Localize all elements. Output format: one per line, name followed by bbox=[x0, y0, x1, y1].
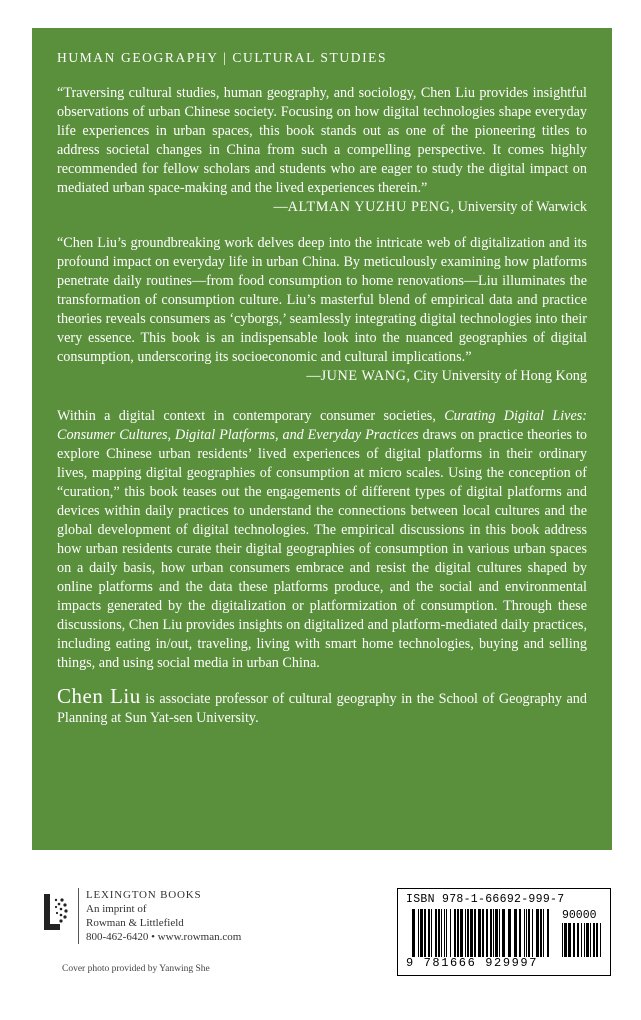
photo-credit: Cover photo provided by Yanwing She bbox=[62, 964, 210, 974]
endorser-name: ALTMAN YUZHU PENG bbox=[287, 199, 451, 215]
publisher-logo-icon bbox=[40, 888, 70, 938]
publisher-info bbox=[78, 888, 241, 944]
publisher-contact: 800-462-6420 • www.rowman.com bbox=[86, 931, 242, 943]
publisher-block bbox=[40, 888, 241, 950]
category-label: HUMAN GEOGRAPHY | CULTURAL STUDIES bbox=[57, 50, 388, 65]
endorser-affiliation: , University of Warwick bbox=[450, 199, 587, 215]
endorsement-1: “Traversing cultural studies, human geography, and sociology, Chen Liu provides insightful observations of urban Chinese society. Focusing on how digital technologies shape everyday life experiences in urban spaces, this book stands out as one of the pioneering titles to address societal changes in China from such a compelling perspective. It comes highly recommended for fellow scholars and students who are eager to study the digital impact on mediated urban space-making and the lived experiences therein.” bbox=[57, 85, 587, 196]
price-code-bars bbox=[562, 923, 604, 957]
price-code: 90000 bbox=[562, 909, 597, 922]
author-bio: Chen Liu is associate professor of cultural geography in the School of Geography and Planning at Sun Yat-sen University. bbox=[57, 684, 587, 726]
endorsement-2-attribution: —JUNE WANG, City University of Hong Kong bbox=[306, 368, 587, 384]
endorsement-1-attribution: —ALTMAN YUZHU PENG, University of Warwick bbox=[273, 199, 587, 215]
publisher-parent: Rowman & Littlefield bbox=[86, 917, 184, 929]
back-cover-panel bbox=[32, 28, 612, 850]
isbn-number: ISBN 978-1-66692-999-7 bbox=[406, 893, 565, 906]
ean-digits: 9 781666 929997 bbox=[406, 956, 539, 970]
endorsement-2: “Chen Liu’s groundbreaking work delves deep into the intricate web of digitalization and its profound impact on everyday life in urban China. By meticulously examining how platforms penetrate daily routines—from food consumption to home renovations—Liu illuminates the transformation of consumption culture. Liu’s masterful blend of empirical data and practice theories reveals consumers as ‘cyborgs,’ seamlessly integrating digital technologies into their very essence. This book is an indispensable look into the nuanced geographies of digital consumption, underscoring its socioeconomic and cultural implications.” bbox=[57, 235, 587, 365]
author-name: Chen Liu bbox=[57, 684, 141, 708]
publisher-imprint-line: An imprint of bbox=[86, 903, 147, 915]
endorser-affiliation: , City University of Hong Kong bbox=[406, 368, 587, 384]
publisher-name: LEXINGTON BOOKS bbox=[86, 889, 202, 901]
isbn-barcode bbox=[397, 888, 611, 976]
book-title: Curating Digital Lives: Consumer Cultures, Digital Platforms, and Everyday Practices bbox=[57, 408, 587, 443]
book-description: Within a digital context in contemporary consumer societies, Curating Digital Lives: Consumer Cultures, Digital Platforms, and Everyday Practices draws on practice theories to explore Chinese urban residents’ lived experiences of digital platforms in their ordinary lives, mapping digital geographies of consumption at micro scales. Using the conception of “curation,” this book teases out the engagements of different types of digital platforms and devices within daily practices to understand the connections between local cultures and the global development of digital technologies. The empirical discussions in this book address how urban residents curate their digital geographies of consumption in various urban spaces on a daily basis, how urban consumers embrace and resist the digital cultures shaped by online platforms and the data these platforms produce, and the social and environmental impacts generated by the digitalization or platformization of consumption. Through these discussions, Chen Liu provides insights on digitalized and platform-mediated daily practices, including eating in/out, traveling, living with smart home technologies, buying and selling things, and using social media in urban China. bbox=[57, 408, 587, 671]
endorser-name: JUNE WANG bbox=[320, 368, 407, 384]
ean-barcode-bars bbox=[412, 909, 552, 957]
